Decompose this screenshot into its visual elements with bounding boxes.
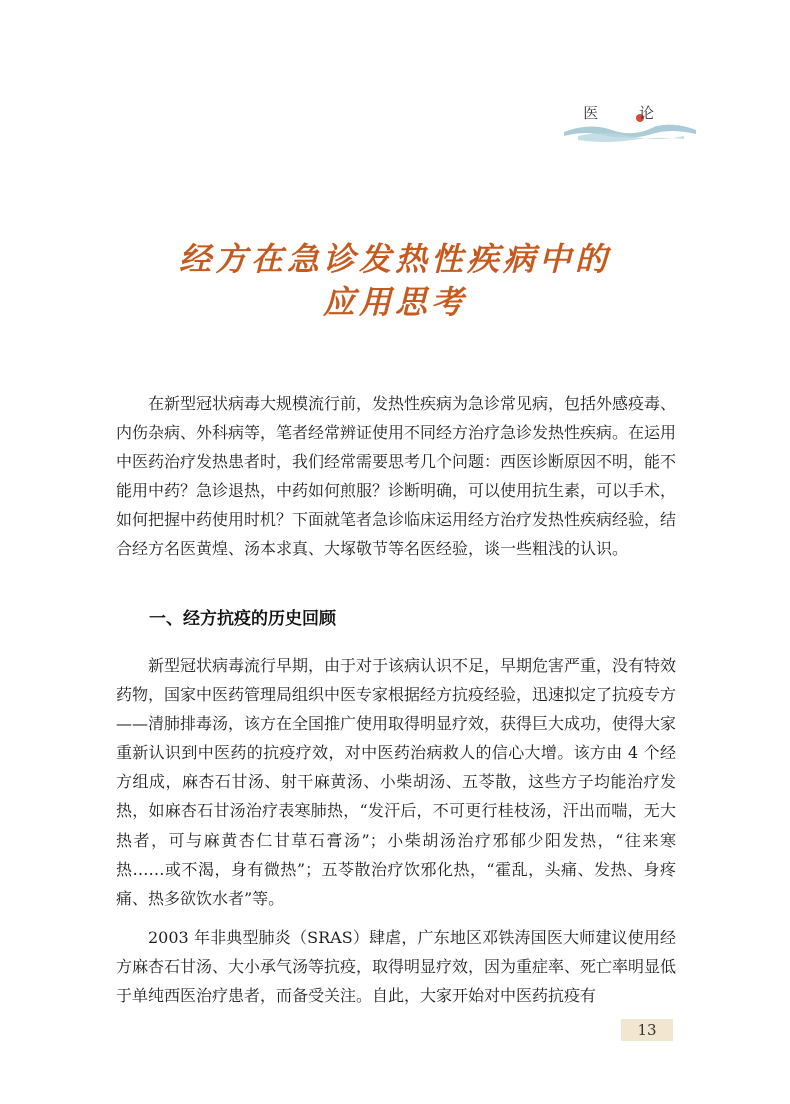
paragraph-body-1: 新型冠状病毒流行早期，由于对于该病认识不足，早期危害严重，没有特效药物，国家中医药管理局组织中医专家根据经方抗疫经验，迅速拟定了抗疫专方——清肺排毒汤，该方在全国推广使用取得明显疗效，获得巨大成功，使得大家重新认识到中医药的抗疫疗效，对中医药治病救人的信心大增。该方由 4 个经方组成，麻杏石甘汤、射干麻黄汤、小柴胡汤、五苓散，这些方子均能治疗发热，如麻杏石甘汤治疗表寒肺热，“发汗后，不可更行桂枝汤，汗出而喘，无大热者，可与麻黄杏仁甘草石膏汤”；小柴胡汤治疗邪郁少阳发热，“往来寒热……或不渴，身有微热”；五苓散治疗饮邪化热，“霍乱，头痛、发热、身疼痛、热多欲饮水者”等。	[116, 656, 677, 908]
article-title-line-2: 应用思考	[322, 283, 467, 321]
section-heading: 一、经方抗疫的历史回顾	[149, 609, 336, 629]
paragraph-body-2: 2003 年非典型肺炎（SRAS）肆虐，广东地区邓铁涛国医大师建议使用经方麻杏石甘汤、大小承气汤等抗疫，取得明显疗效，因为重症率、死亡率明显低于单纯西医治疗患者，而备受关注。自此，大家开始对中医药抗疫有	[116, 928, 677, 1006]
article-title-line-1: 经方在急诊发热性疾病中的	[178, 240, 611, 278]
section-header-label: 医 论	[583, 104, 672, 122]
page-number: 13	[621, 1019, 673, 1041]
paragraph-intro: 在新型冠状病毒大规模流行前，发热性疾病为急诊常见病，包括外感疫毒、内伤杂病、外科病等，笔者经常辨证使用不同经方治疗急诊发热性疾病。在运用中医药治疗发热患者时，我们经常需要思考几个问题：西医诊断原因不明，能不能用中药？急诊退热，中药如何煎服？诊断明确，可以使用抗生素，可以手术，如何把握中药使用时机？下面就笔者急诊临床运用经方治疗发热性疾病经验，结合经方名医黄煌、汤本求真、大塚敬节等名医经验，谈一些粗浅的认识。	[116, 394, 677, 559]
